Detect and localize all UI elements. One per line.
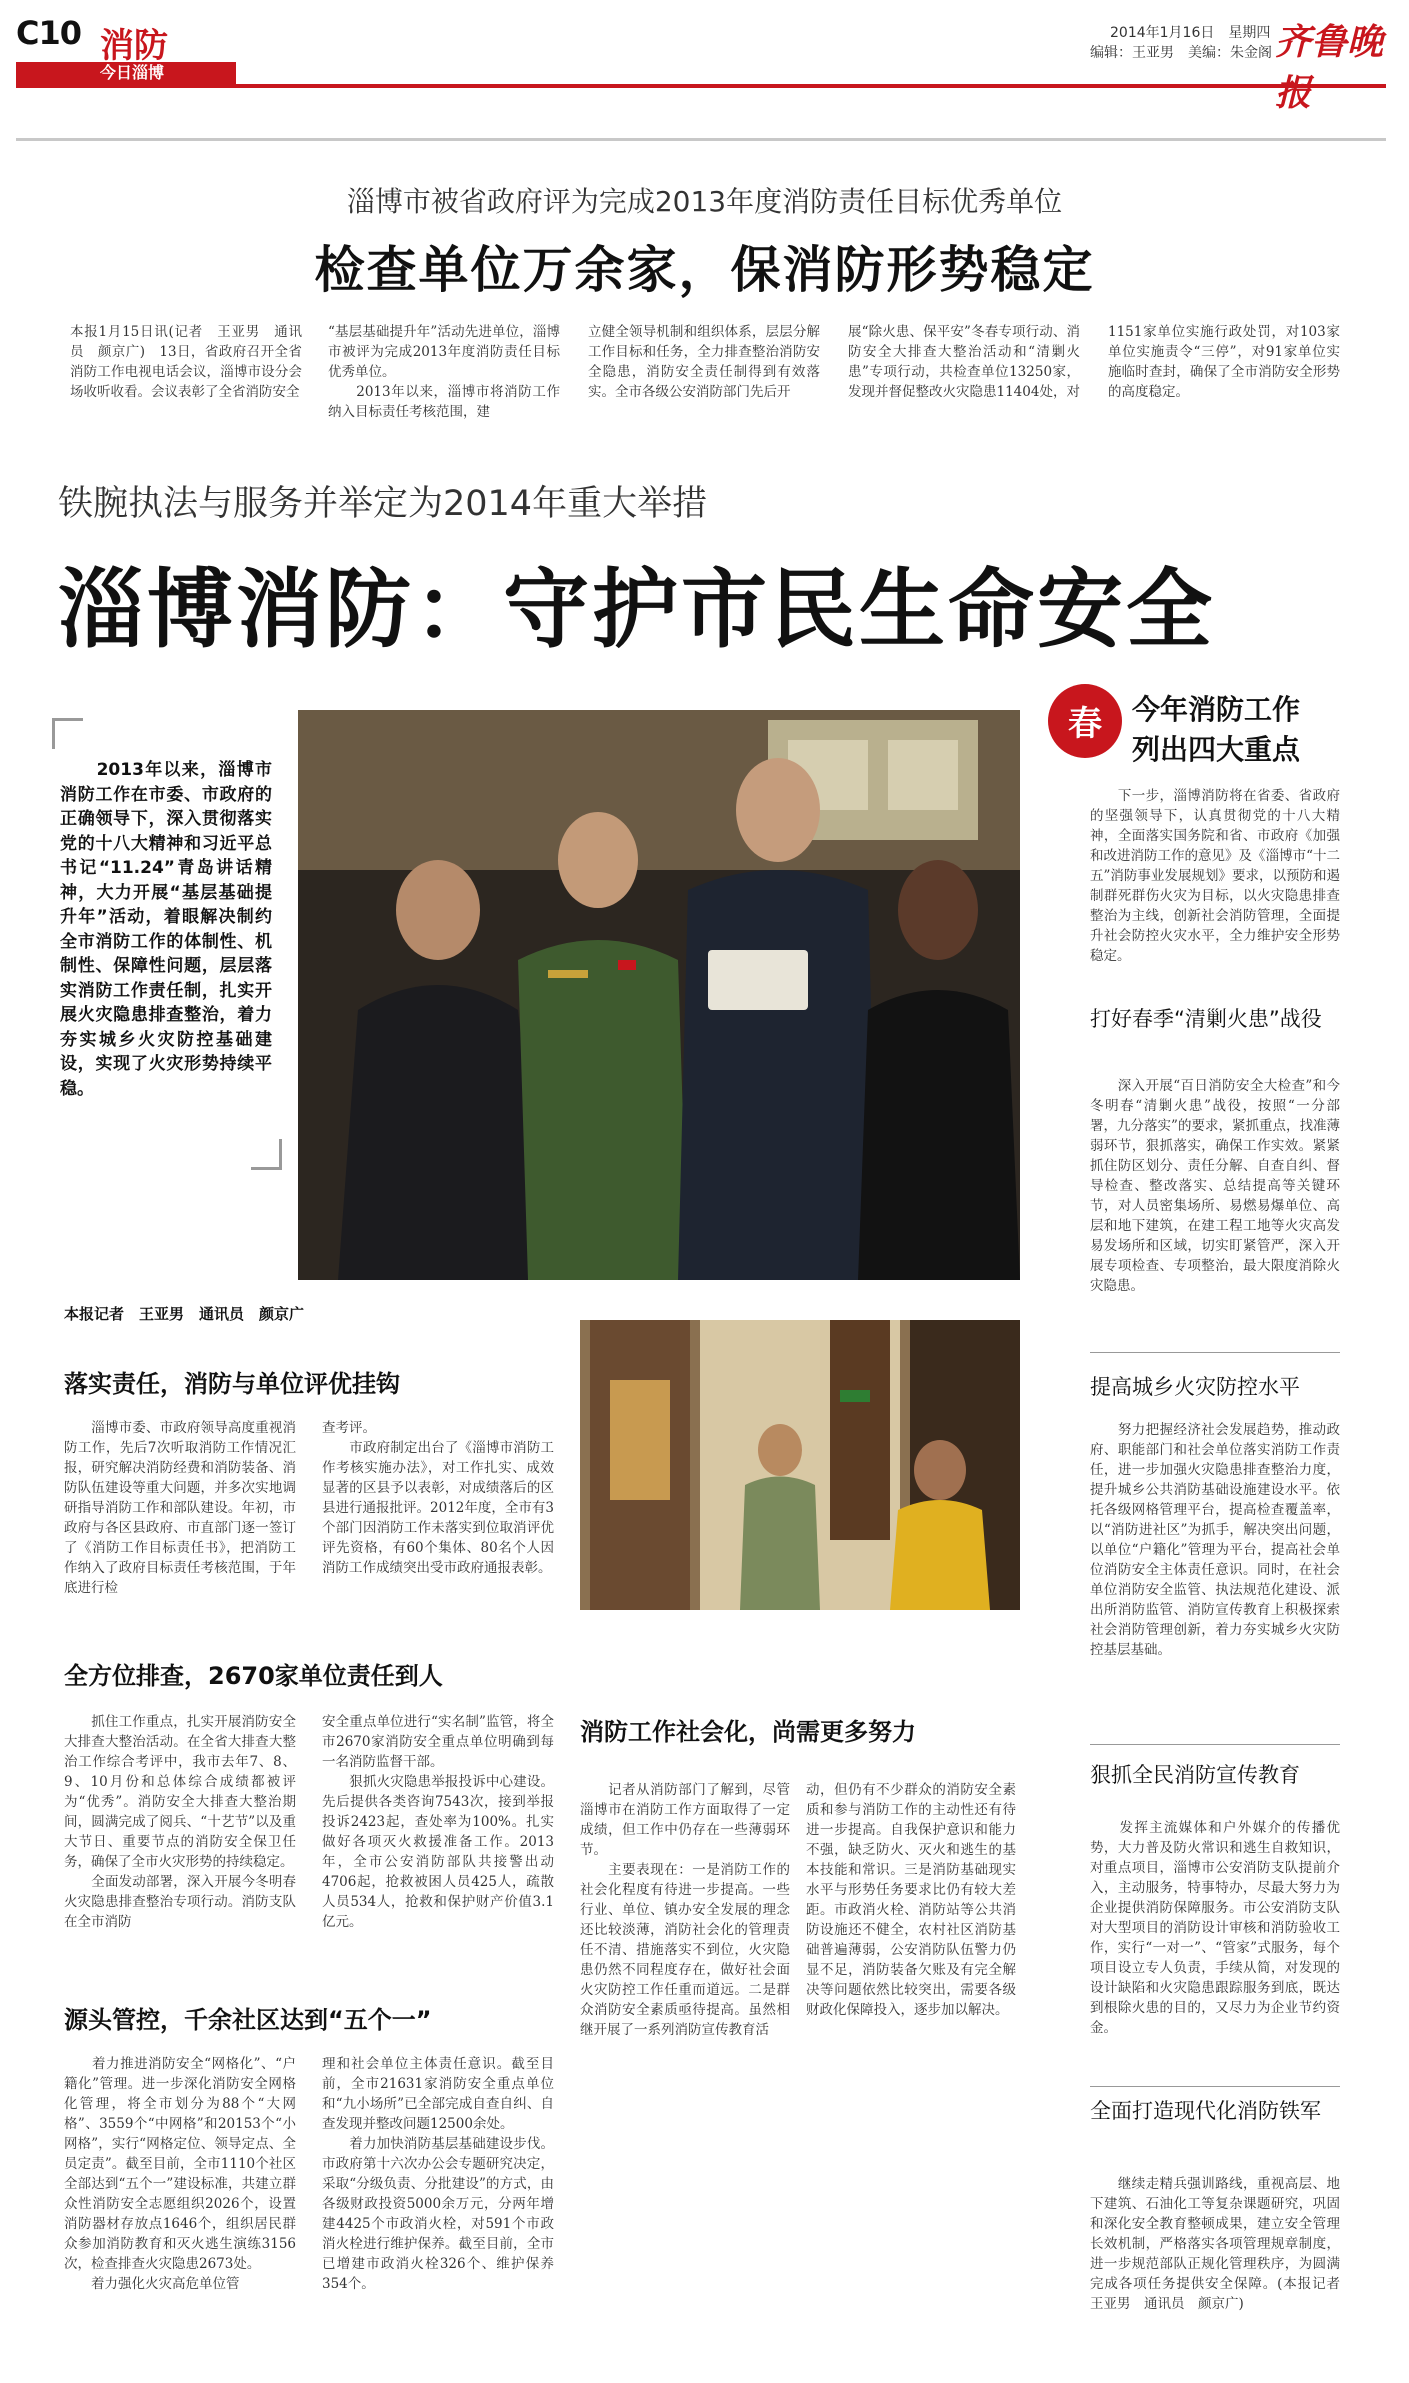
right-section-text: 发挥主流媒体和户外媒介的传播优势，大力普及防火常识和逃生自救知识，对重点项目，淄博市公安消防支队提前介入，主动服务，特事特办，尽最大努力为企业提供消防保障服务。市公安消防支队对大型项目的消防设计审核和消防验收工作，实行“一对一”、“管家”式服务，每个项目设立专人负责，手续从简，对发现的设计缺陷和火灾隐患跟踪服务到底，既达到根除火患的目的，又尽力为企业节约资金。 <box>1090 1820 1340 2036</box>
article2-title: 淄博消防：守护市民生命安全 <box>58 560 1215 660</box>
section-column: 抓住工作重点，扎实开展消防安全大排查大整治活动。在全省大排查大整治工作综合考评中，我市去年7、8、9、10月份和总体综合成绩都被评为“优秀”。消防安全大排查大整治期间，圆满完成了阅兵、“十艺节”以及重大节日、重要节点的消防安全保卫任务，确保了全市火灾形势的持续稳定。 全面发动部署，深入开展今冬明春火灾隐患排查整治专项行动。消防支队在全市消防 <box>64 1714 296 1930</box>
section-column: 着力推进消防安全“网格化”、“户籍化”管理。进一步深化消防安全网格化管理，将全市划分为88个“大网格”、3559个“中网格”和20153个“小网格”，实行“网格定位、领导定点、全员定责”。截至目前，全市1110个社区全部达到“五个一”建设标准，共建立群众性消防安全志愿组织2026个，设置消防器材存放点1646个，组织居民群众参加消防教育和灭火逃生演练3156次，检查排查火灾隐患2673处。 着力强化火灾高危单位管 <box>64 2056 296 2292</box>
section-heading: 落实责任，消防与单位评优挂钩 <box>64 1370 400 1398</box>
right-section-heading: 打好春季“清剿火患”战役 <box>1090 1007 1322 1031</box>
corner-bracket <box>52 718 83 749</box>
section-title: 消防 <box>100 26 168 66</box>
article1-column: 本报1月15日讯(记者 王亚男 通讯员 颜京广) 13日，省政府召开全省消防工作电视电话会议，淄博市设分会场收听收看。会议表彰了全省消防安全 <box>70 324 302 400</box>
right-divider <box>1090 1744 1340 1745</box>
header-rule <box>16 84 1386 88</box>
article1-subtitle: 淄博市被省政府评为完成2013年度消防责任目标优秀单位 <box>346 185 1063 218</box>
article1-column: 展“除火患、保平安”冬春专项行动、消防安全大排查大整治活动和“清剿火患”专项行动，共检查单位13250家，发现并督促整改火灾隐患11404处，对 <box>848 324 1080 400</box>
secondary-photo <box>580 1320 1020 1610</box>
main-photo <box>298 710 1020 1280</box>
subsection-title: 今日淄博 <box>100 63 165 82</box>
section-column: 记者从消防部门了解到，尽管淄博市在消防工作方面取得了一定成绩，但工作中仍存在一些薄弱环节。 主要表现在：一是消防工作的社会化程度有待进一步提高。一些行业、单位、镇办安全发展的理念还比较淡薄，消防社会化的管理责任不清、措施落实不到位，火灾隐患仍然不同程度存在，做好社会面火灾防控工作任重而道远。二是群众消防安全素质亟待提高。虽然相继开展了一系列消防宣传教育活 <box>580 1782 790 2038</box>
section-column: 淄博市委、市政府领导高度重视消防工作，先后7次听取消防工作情况汇报，研究解决消防经费和消防装备、消防队伍建设等重大问题，并多次实地调研指导消防工作和部队建设。年初，市政府与各区县政府、市直部门逐一签订了《消防工作目标责任书》，把消防工作纳入了政府目标责任考核范围，于年底进行检 <box>64 1420 296 1596</box>
article2-subtitle: 铁腕执法与服务并举定为2014年重大举措 <box>58 484 708 524</box>
right-column-title <box>1132 690 1352 770</box>
section-heading: 源头管控，千余社区达到“五个一” <box>64 2006 432 2034</box>
lead-text: 2013年以来，淄博市消防工作在市委、市政府的正确领导下，深入贯彻落实党的十八大精神和习近平总书记“11.24”青岛讲话精神，大力开展“基层基础提升年”活动，着眼解决制约全市消防工作的体制性、机制性、保障性问题，层层落实消防工作责任制，扎实开展火灾隐患排查整治，着力夯实城乡火灾防控基础建设，实现了火灾形势持续平稳。 <box>60 760 272 1099</box>
right-section-heading: 全面打造现代化消防铁军 <box>1090 2099 1321 2123</box>
article1-column: 1151家单位实施行政处罚，对103家单位实施责令“三停”，对91家单位实施临时查封，确保了全市消防安全形势的高度稳定。 <box>1108 324 1340 400</box>
right-title-line: 今年消防工作 <box>1132 693 1301 726</box>
section-heading: 消防工作社会化，尚需更多努力 <box>580 1718 916 1746</box>
right-section-text: 深入开展“百日消防安全大检查”和今冬明春“清剿火患”战役，按照“一分部署，九分落实”的要求，紧抓重点，找准薄弱环节，狠抓落实，确保工作实效。紧紧抓住防区划分、责任分解、自查自纠、督导检查、整改落实、总结提高等关键环节，对人员密集场所、易燃易爆单位、高层和地下建筑，在建工程工地等火灾高发易发场所和区域，切实盯紧管严，深入开展专项检查、专项整治，最大限度消除火灾隐患。 <box>1090 1078 1340 1294</box>
right-section-heading: 狠抓全民消防宣传教育 <box>1090 1763 1300 1787</box>
right-divider <box>1090 1352 1340 1353</box>
lead-box <box>52 718 282 1170</box>
page-number: C10 <box>16 14 82 52</box>
right-title-line: 列出四大重点 <box>1132 733 1301 766</box>
section-heading: 全方位排查，2670家单位责任到人 <box>64 1662 443 1690</box>
seal-char: 春 <box>1068 704 1102 744</box>
article1-title: 检查单位万余家，保消防形势稳定 <box>314 241 1095 299</box>
right-section-heading: 提高城乡火灾防控水平 <box>1090 1375 1300 1399</box>
corner-bracket <box>251 1139 282 1170</box>
right-section-text: 努力把握经济社会发展趋势，推动政府、职能部门和社会单位落实消防工作责任，进一步加强火灾隐患排查整治力度，提升城乡公共消防基础设施建设水平。依托各级网格管理平台，提高检查覆盖率，以“消防进社区”为抓手，解决突出问题，以单位“户籍化”管理为平台，提高社会单位消防安全主体责任意识。同时，在社会单位消防安全监管、执法规范化建设、派出所消防监管、消防宣传教育上积极探索社会消防管理创新，着力夯实城乡火灾防控基层基础。 <box>1090 1422 1340 1658</box>
section-column: 安全重点单位进行“实名制”监管，将全市2670家消防安全重点单位明确到每一名消防监督干部。 狠抓火灾隐患举报投诉中心建设。先后提供各类咨询7543次，接到举报投诉2423起，查处率为100%。扎实做好各项灭火救援准备工作。2013年，全市公安消防部队共接警出动4706起，抢救被困人员425人，疏散人员534人，抢救和保护财产价值3.1亿元。 <box>322 1714 554 1930</box>
newspaper-logo: 齐鲁晚报 <box>1275 21 1384 114</box>
section-column: 查考评。 市政府制定出台了《淄博市消防工作考核实施办法》，对工作扎实、成效显著的区县予以表彰，对成绩落后的区县进行通报批评。2012年度，全市有3个部门因消防工作未落实到位取消评优评先资格，有60个集体、80名个人因消防工作成绩突出受市政府通报表彰。 <box>322 1420 554 1576</box>
section-column: 动，但仍有不少群众的消防安全素质和参与消防工作的主动性还有待进一步提高。自我保护意识和能力不强，缺乏防火、灭火和逃生的基本技能和常识。三是消防基础现实水平与形势任务要求比仍有较大差距。市政消火栓、消防站等公共消防设施还不健全，农村社区消防基础普遍薄弱，公安消防队伍警力仍显不足，消防装备欠账及有完全解决等问题依然比较突出，需要各级财政化保障投入，逐步加以解决。 <box>806 1782 1016 2018</box>
right-section-text: 继续走精兵强训路线，重视高层、地下建筑、石油化工等复杂课题研究，巩固和深化安全教育整顿成果，建立安全管理长效机制，严格落实各项管理规章制度，进一步规范部队正规化管理秩序，为圆满完成各项任务提供安全保障。(本报记者 王亚男 通讯员 颜京广) <box>1090 2176 1354 2312</box>
top-divider <box>16 138 1386 141</box>
right-intro: 下一步，淄博消防将在省委、省政府的坚强领导下，认真贯彻党的十八大精神，全面落实国务院和省、市政府《加强和改进消防工作的意见》及《淄博市“十二五”消防事业发展规划》要求，以预防和遏制群死群伤火灾为目标，以火灾隐患排查整治为主线，创新社会消防管理，全面提升社会防控火灾水平，全力维护安全形势稳定。 <box>1090 788 1340 964</box>
article1-column: “基层基础提升年”活动先进单位，淄博市被评为完成2013年度消防责任目标优秀单位。 2013年以来，淄博市将消防工作纳入目标责任考核范围，建 <box>328 324 560 420</box>
photo-caption: 本报记者 王亚男 通讯员 颜京广 <box>64 1305 305 1323</box>
section-column: 理和社会单位主体责任意识。截至目前，全市21631家消防安全重点单位和“九小场所”已全部完成自查自纠、自查发现并整改问题12500余处。 着力加快消防基层基础建设步伐。市政府第十六次办公会专题研究决定，采取“分级负责、分批建设”的方式，由各级财政投资5000余万元，分两年增建4425个市政消火栓，对591个市政消火栓进行维护保养。截至目前，全市已增建市政消火栓326个、维护保养354个。 <box>322 2056 554 2292</box>
article1-column: 立健全领导机制和组织体系，层层分解工作目标和任务，全力排查整治消防安全隐患，消防安全责任制得到有效落实。全市各级公安消防部门先后开 <box>588 324 820 400</box>
seal-icon <box>1048 684 1122 758</box>
editor-credits: 编辑：王亚男 美编：朱金阁 <box>1090 45 1272 61</box>
right-divider <box>1090 2086 1340 2087</box>
issue-date: 2014年1月16日 星期四 <box>1110 25 1271 41</box>
